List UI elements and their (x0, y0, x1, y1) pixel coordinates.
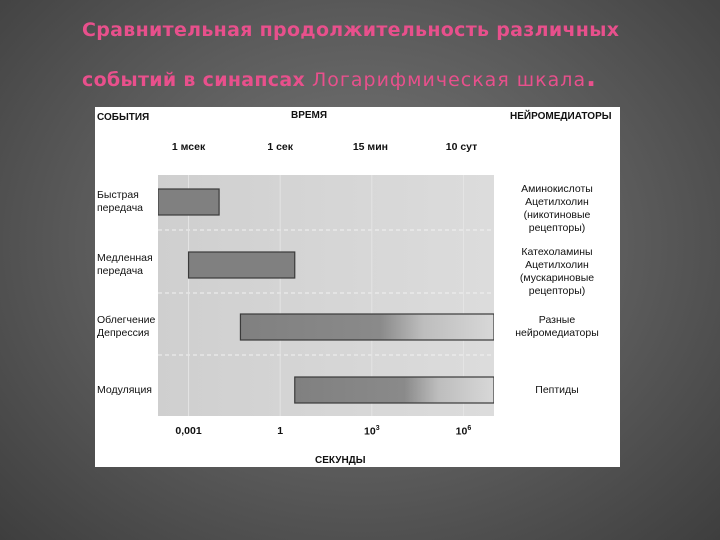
duration-bar (295, 377, 494, 403)
event-label-line: передача (97, 265, 144, 277)
event-label (97, 252, 153, 278)
bottom-tick-label: 1 (277, 425, 284, 437)
event-label-line: передача (97, 202, 144, 214)
neurotransmitter-line: (никотиновые рецепторы) (523, 208, 591, 234)
top-tick-label: 1 сек (267, 141, 294, 153)
tick-exponent: 3 (375, 425, 380, 432)
event-label (97, 314, 155, 340)
chart-figure (95, 107, 620, 467)
header-neurotransmitters: НЕЙРОМЕДИАТОРЫ (510, 111, 612, 122)
event-label (97, 189, 143, 215)
event-label-line: Облегчение (97, 314, 156, 326)
bottom-tick-label (456, 425, 472, 438)
tick-exponent: 6 (467, 425, 472, 432)
slide-title (82, 6, 702, 104)
top-tick-label: 10 сут (445, 141, 478, 153)
duration-bar (240, 314, 494, 340)
title-light-part: Логарифмическая шкала (311, 69, 587, 91)
plot-svg (158, 175, 494, 416)
header-events: СОБЫТИЯ (97, 112, 150, 123)
neurotransmitter-label (497, 384, 617, 397)
neurotransmitter-line: Аминокислоты (521, 182, 593, 195)
tick-base: 10 (364, 425, 376, 438)
title-line-2 (82, 54, 702, 104)
plot-area (158, 175, 494, 416)
duration-bar (158, 189, 219, 215)
neurotransmitter-line: Пептиды (535, 383, 579, 396)
header-time: ВРЕМЯ (291, 110, 328, 121)
bottom-tick-label (364, 425, 380, 438)
tick-base: 10 (455, 425, 468, 438)
neurotransmitter-line: нейромедиаторы (515, 327, 599, 339)
neurotransmitter-label (497, 246, 617, 298)
top-tick-label: 15 мин (352, 141, 388, 153)
x-axis-label: СЕКУНДЫ (315, 455, 366, 466)
neurotransmitter-line: Разные (538, 314, 576, 326)
neurotransmitter-label (497, 314, 617, 340)
title-line-1: Сравнительная продолжительность различных (82, 19, 620, 41)
event-label-line: Модуляция (97, 383, 152, 396)
event-label (97, 384, 152, 397)
bottom-tick-label: 0,001 (175, 425, 202, 437)
top-tick-label: 1 мсек (171, 141, 206, 153)
event-label-line: Быстрая (97, 189, 139, 201)
neurotransmitter-line: Катехоламины (521, 245, 593, 258)
neurotransmitter-label (497, 183, 617, 235)
neurotransmitter-line: Ацетилхолин (525, 258, 589, 271)
event-label-line: Медленная (97, 252, 153, 264)
title-bold-part: событий в синапсах (82, 69, 306, 91)
neurotransmitter-line: Ацетилхолин (525, 195, 589, 208)
duration-bar (189, 252, 295, 278)
event-label-line: Депрессия (97, 327, 150, 339)
title-dot: . (586, 63, 597, 93)
neurotransmitter-line: (мускариновые рецепторы) (519, 271, 595, 297)
